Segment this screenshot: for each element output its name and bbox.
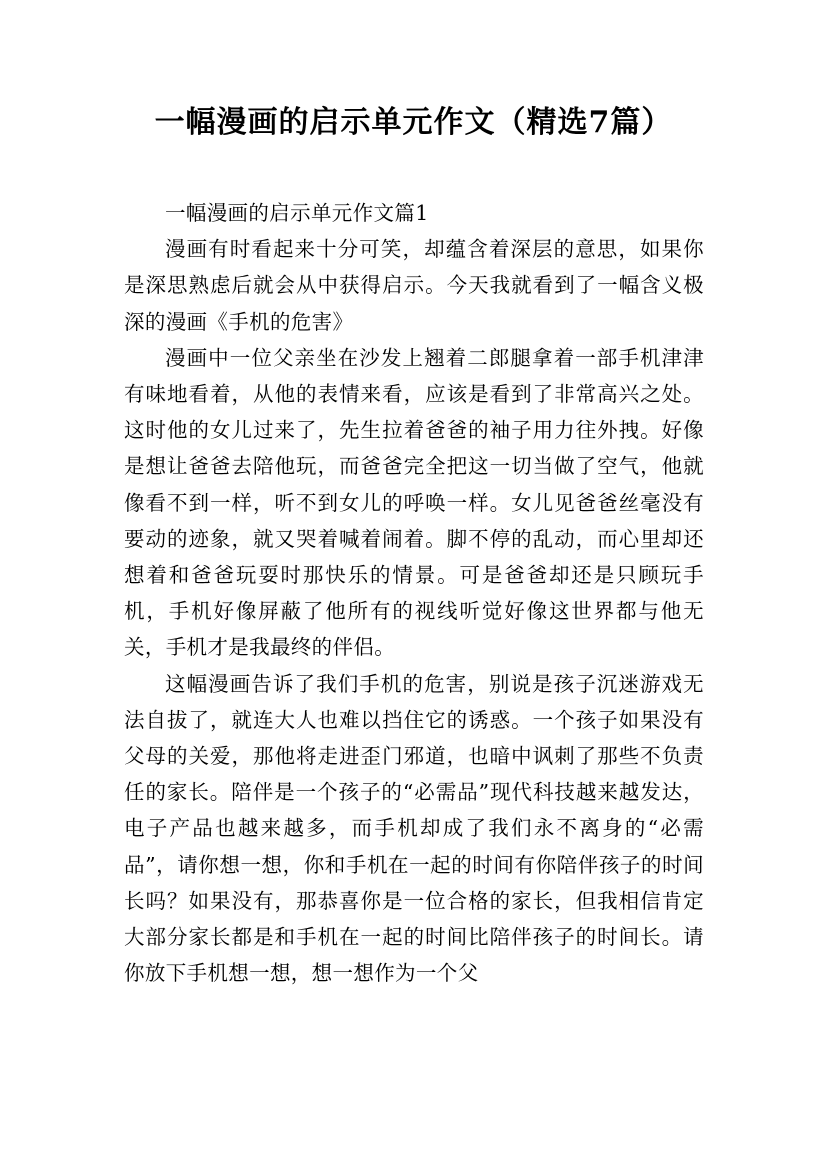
paragraph: 漫画有时看起来十分可笑，却蕴含着深层的意思，如果你是深思熟虑后就会从中获得启示。今天我就看到了一幅含义极深的漫画《手机的危害》: [124, 237, 704, 334]
paragraph: 这幅漫画告诉了我们手机的危害，别说是孩子沉迷游戏无法自拔了，就连大人也难以挡住它的诱惑。一个孩子如果没有父母的关爱，那他将走进歪门邪道，也暗中讽刺了那些不负责任的家长。陪伴是一个孩子的“必需品”现代科技越来越发达，电子产品也越来越多，而手机却成了我们永不离身的“必需品”，请你想一想，你和手机在一起的时间有你陪伴孩子的时间长吗？如果没有，那恭喜你是一位合格的家长，但我相信肯定大部分家长都是和手机在一起的时间比陪伴孩子的时间长。请你放下手机想一想，想一想作为一个父: [124, 671, 704, 986]
document-title: 一幅漫画的启示单元作文（精选7篇）: [154, 105, 673, 140]
section-heading: 一幅漫画的启示单元作文篇1: [165, 201, 429, 225]
document-body: [124, 195, 704, 991]
paragraph: 漫画中一位父亲坐在沙发上翘着二郎腿拿着一部手机津津有味地看着，从他的表情来看，应该是看到了非常高兴之处。这时他的女儿过来了，先生拉着爸爸的袖子用力往外拽。好像是想让爸爸去陪他玩，而爸爸完全把这一切当做了空气，他就像看不到一样，听不到女儿的呼唤一样。女儿见爸爸丝毫没有要动的迹象，就又哭着喊着闹着。脚不停的乱动，而心里却还想着和爸爸玩耍时那快乐的情景。可是爸爸却还是只顾玩手机，手机好像屏蔽了他所有的视线听觉好像这世界都与他无关，手机才是我最终的伴侣。: [124, 345, 704, 660]
